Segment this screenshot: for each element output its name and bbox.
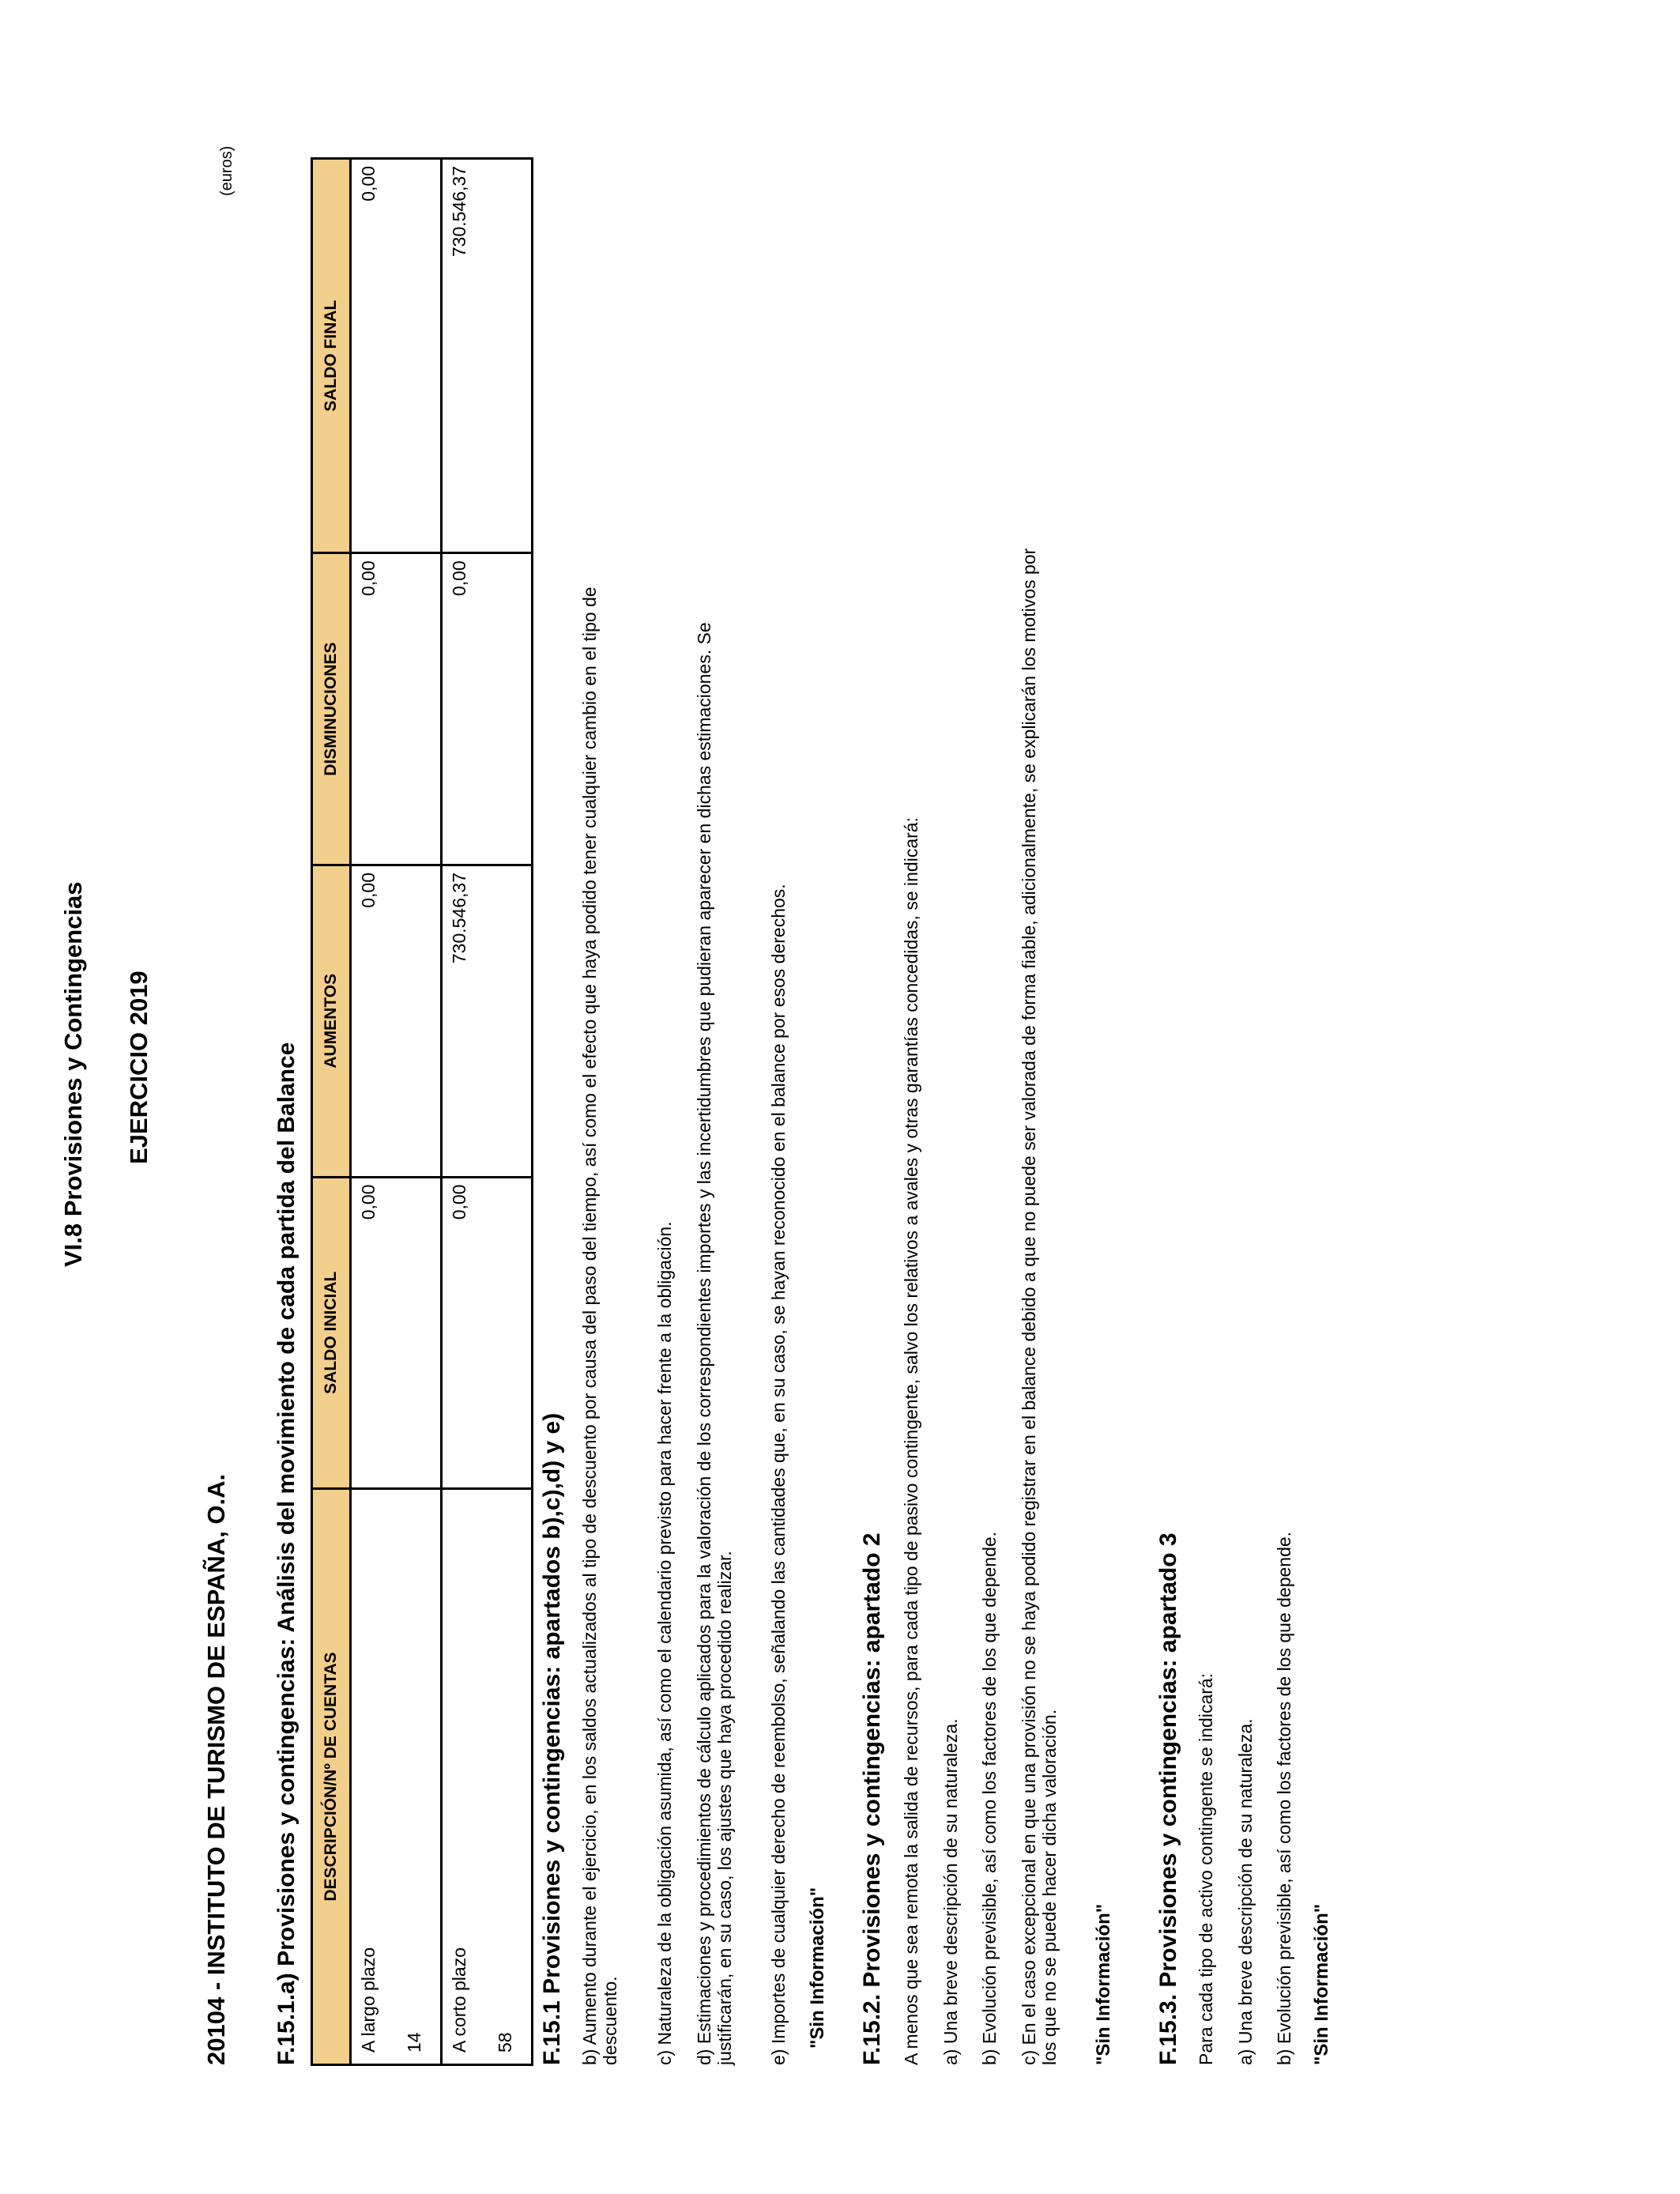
col-header-saldo-inicial: SALDO INICIAL [312, 1177, 351, 1488]
f153-no-info: "Sin Información" [1311, 1903, 1332, 2065]
f153-b-text: b) Evolución previsible, así como los factores de los que depende. [1274, 1531, 1294, 2065]
f153-intro-text: Para cada tipo de activo contingente se indicará: [1196, 1672, 1216, 2065]
cell-disminuciones: 0,00 [442, 553, 533, 865]
table-row [442, 159, 533, 2065]
cell-aumentos: 730.546,37 [442, 865, 533, 1178]
f152-no-info: "Sin Información" [1093, 1903, 1114, 2065]
f151-c-text: c) Naturaleza de la obligación asumida, así como el calendario previsto para hacer frente a la obligación. [654, 1221, 675, 2065]
f152-a-text: a) Una breve descripción de su naturaleza. [940, 1718, 961, 2065]
table-row [351, 159, 442, 2065]
cell-saldo-final: 0,00 [351, 159, 442, 553]
section-heading-f153: F.15.3. Provisiones y contingencias: apartado 3 [1155, 1532, 1181, 2065]
exercise-year: EJERCICIO 2019 [125, 971, 153, 1164]
f151-e-text: e) Importes de cualquier derecho de reembolso, señalando las cantidades que, en su caso, se hayan reconocido en el balance por esos derechos. [768, 884, 789, 2065]
row-description-cell [351, 1488, 442, 2064]
provisions-table [311, 157, 533, 2066]
section-heading-f152: F.15.2. Provisiones y contingencias: apartado 2 [859, 1532, 885, 2065]
f152-c-text-line2: los que no se puede hacer dicha valoración. [1039, 1709, 1060, 2065]
f152-b-text: b) Evolución previsible, así como los factores de los que depende. [979, 1531, 1000, 2065]
cell-saldo-final: 730.546,37 [442, 159, 533, 553]
row-account-number: 14 [404, 2032, 424, 2053]
cell-disminuciones: 0,00 [351, 553, 442, 865]
table-header-row [312, 159, 351, 2065]
f151-no-info: "Sin Información" [807, 1887, 828, 2049]
col-header-aumentos: AUMENTOS [312, 865, 351, 1178]
row-description-cell [442, 1488, 533, 2064]
cell-saldo-inicial: 0,00 [351, 1177, 442, 1488]
f152-intro-text: A menos que sea remota la salida de recursos, para cada tipo de pasivo contingente, salvo los relativos a avales y otras garantías concedidas, se indicará: [901, 817, 921, 2065]
f151-b-text-line1: b) Aumento durante el ejercicio, en los saldos actualizados al tipo de descuento por causa del paso del tiempo, así como el efecto que haya podido tener cualquier cambio en el tipo de [579, 586, 600, 2065]
col-header-disminuciones: DISMINUCIONES [312, 553, 351, 865]
row-account-number: 58 [495, 2032, 515, 2053]
cell-saldo-inicial: 0,00 [442, 1177, 533, 1488]
col-header-description: DESCRIPCIÓN/Nº DE CUENTAS [312, 1488, 351, 2064]
f152-c-text-line1: c) En el caso excepcional en que una provisión no se haya podido registrar en el balance debido a que no puede ser valorada de forma fiable, adicionalmente, se explicarán los motivos por [1019, 548, 1039, 2065]
currency-unit: (euros) [218, 145, 235, 196]
col-header-saldo-final: SALDO FINAL [312, 159, 351, 553]
f151-d-text-line2: justificarán, en su caso, los ajustes que haya procedido realizar. [714, 1551, 735, 2065]
row-description: A corto plazo [449, 1947, 469, 2053]
cell-aumentos: 0,00 [351, 865, 442, 1178]
entity-name: 20104 - INSTITUTO DE TURISMO DE ESPAÑA, O.A. [202, 1473, 230, 2065]
f153-a-text: a) Una breve descripción de su naturaleza. [1235, 1718, 1256, 2065]
row-description: A largo plazo [358, 1947, 379, 2053]
f151-b-text-line2: descuento. [600, 1976, 620, 2065]
f151-d-text-line1: d) Estimaciones y procedimientos de cálculo aplicados para la valoración de los correspondientes importes y las incertidumbres que pudieran aparecer en dichas estimaciones. Se [694, 622, 714, 2065]
page-title: VI.8 Provisiones y Contingencias [59, 881, 87, 1267]
section-heading-f151: F.15.1 Provisiones y contingencias: apartados b),c),d) y e) [539, 1412, 565, 2065]
section-heading-f1511: F.15.1.a) Provisiones y contingencias: Análisis del movimiento de cada partida del Balance [273, 1042, 299, 2065]
